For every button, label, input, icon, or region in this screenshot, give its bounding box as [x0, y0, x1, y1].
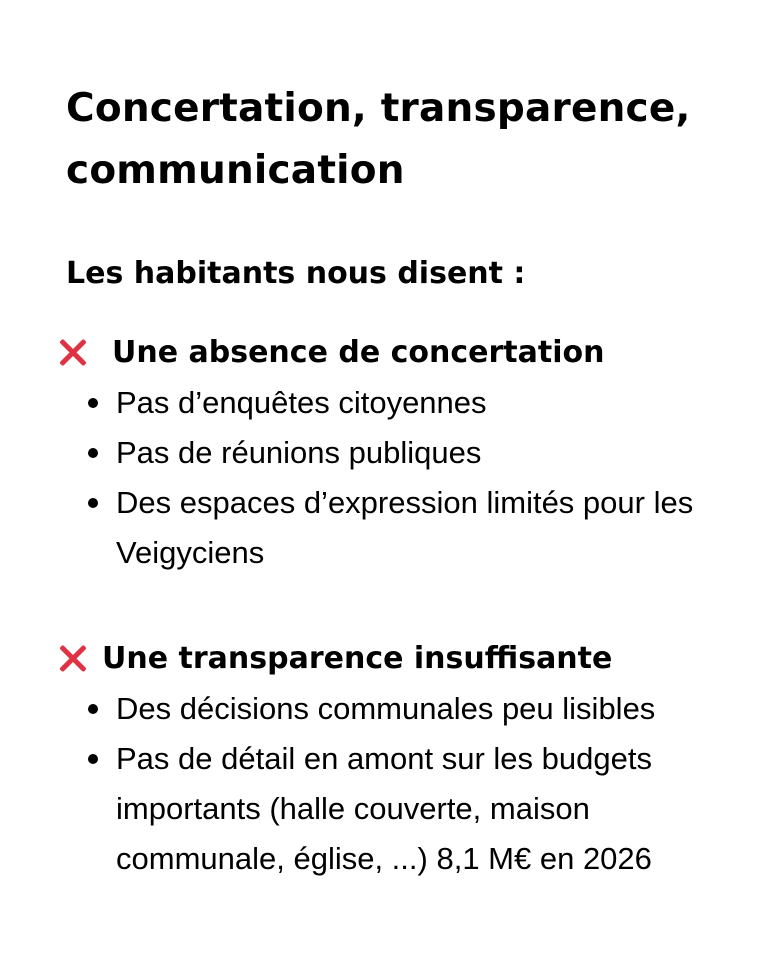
section-heading-text: Une transparence insuffisante — [102, 641, 613, 676]
list-item — [54, 684, 716, 734]
bullet-icon — [88, 448, 98, 458]
list-item-text: Pas de réunions publiques — [116, 435, 482, 470]
page-subtitle: Les habitants nous disent : — [66, 256, 526, 291]
section-transparence — [54, 636, 734, 884]
red-cross-icon — [54, 640, 92, 678]
section-heading — [54, 330, 734, 376]
list-item — [54, 428, 716, 478]
list-item-text: Pas de détail en amont sur les budgets importants (halle couverte, maison communale, église, ...) 8,1 M€ en 2026 — [116, 741, 652, 876]
section-concertation — [54, 330, 734, 578]
list-item-text: Pas d’enquêtes citoyennes — [116, 385, 487, 420]
bullet-icon — [88, 704, 98, 714]
list-item-text: Des décisions communales peu lisibles — [116, 691, 656, 726]
list-item — [54, 478, 716, 578]
bullet-icon — [88, 498, 98, 508]
list-item-text: Des espaces d’expression limités pour les Veigyciens — [116, 485, 694, 570]
section-heading — [54, 636, 734, 682]
red-cross-icon — [54, 334, 92, 372]
section-heading-text: Une absence de concertation — [112, 335, 605, 370]
bullet-icon — [88, 398, 98, 408]
bullet-list — [54, 684, 734, 884]
page-title: Concertation, transparence, communication — [66, 86, 691, 193]
bullet-icon — [88, 754, 98, 764]
list-item — [54, 734, 716, 884]
bullet-list — [54, 378, 734, 578]
list-item — [54, 378, 716, 428]
